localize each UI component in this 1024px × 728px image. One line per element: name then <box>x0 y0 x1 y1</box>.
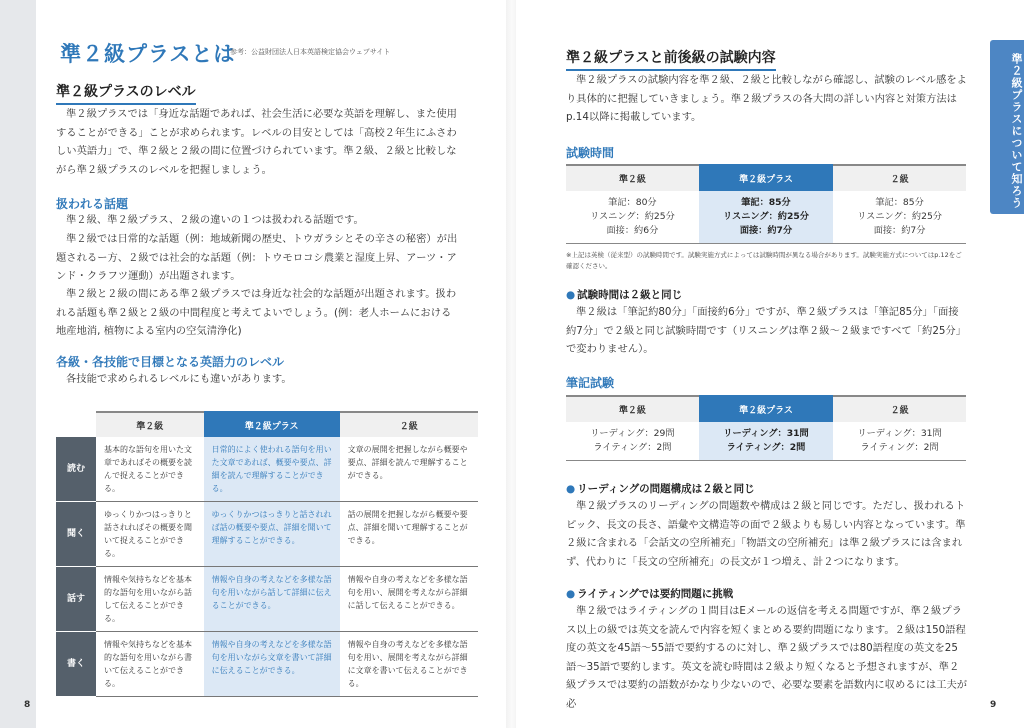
table-cell-highlight: 日常的によく使われる語句を用いた文章であれば、概要や要点、詳細を読んで理解することができる。 <box>204 437 340 502</box>
table-cell-highlight: 情報や自身の考えなどを多様な語句を用いながら文章を書いて詳細に伝えることができる。 <box>204 632 340 697</box>
table-cell: 情報や気持ちなどを基本的な語句を用いながら書いて伝えることができる。 <box>96 632 204 697</box>
cell-line: ライティング：2問 <box>593 442 672 453</box>
page-number-left: 8 <box>24 700 31 710</box>
table-cell: 基本的な語句を用いた文章であればその概要を読んで捉えることができる。 <box>96 437 204 502</box>
writing-bullet-heading: ● ライティングでは要約問題に挑戦 <box>566 586 733 601</box>
cell-line: 筆記：80分 <box>608 197 657 208</box>
column-header-highlight: 準２級プラス <box>204 412 340 437</box>
chapter-side-tab[interactable]: 準２級プラスについて知ろう <box>990 40 1024 214</box>
table-cell <box>566 422 699 461</box>
cell-line: 面接：約6分 <box>606 225 659 236</box>
cell-line: ライティング：2問 <box>860 442 939 453</box>
cell-line: リーディング：29問 <box>590 428 675 439</box>
row-header: 話す <box>56 567 96 632</box>
right-page <box>516 0 1024 728</box>
column-header: 準２級 <box>96 412 204 437</box>
cell-line: リスニング：約25分 <box>723 211 809 222</box>
cell-line: ライティング：2問 <box>726 442 806 453</box>
cell-line: リスニング：約25分 <box>589 211 675 222</box>
table-row <box>56 632 478 697</box>
left-page <box>0 0 508 728</box>
table-row <box>566 422 966 461</box>
reading-bullet-paragraph: 準２級プラスのリーディングの問題数や構成は２級と同じです。ただし、扱われるトピック、長文の長さ、語彙や文構造等の面で２級よりも易しい内容となっています。準２級に含まれる「会話文の空所補充」「物語文の空所補充」は準２級プラスには含まれず、代わりに「長文の空所補充」の長文が１つ増え、計２つになります。 <box>566 500 966 568</box>
column-header: ２級 <box>833 165 966 191</box>
section-heading-level: 準２級プラスのレベル <box>56 81 196 105</box>
cell-line: 筆記：85分 <box>875 197 924 208</box>
row-header: 読む <box>56 437 96 502</box>
time-footnote: ※上記は英検（従来型）の試験時間です。試験実施方式によっては試験時間が異なる場合があります。試験実施方式についてはp.12をご確認ください。 <box>566 251 962 270</box>
skills-heading: 各級・各技能で目標となる英語力のレベル <box>56 355 285 369</box>
writing-bullet-paragraph: 準２級ではライティングの１問目はEメールの返信を考える問題ですが、準２級プラス以上の級では英文を読んで内容を短くまとめる要約問題になります。２級は150語程度の英文を45語〜55語で要約するのに対し、準２級プラスでは80語程度の英文を25語〜35語で要約します。英文を読む時間は２級より短くなると予想されますが、準２級プラスでは要約の語数がかなり少ないので、必要な要素を語数内に収めるには工夫が必 <box>566 605 968 710</box>
table-corner <box>56 412 96 437</box>
table-row <box>56 567 478 632</box>
row-header: 聞く <box>56 502 96 567</box>
column-header-highlight: 準２級プラス <box>699 396 833 422</box>
table-row <box>56 502 478 567</box>
time-bullet-paragraph: 準２級は「筆記約80分」「面接約6分」ですが、準２級プラスは「筆記85分」「面接約7分」で２級と同じ試験時間です（リスニングは準２級〜２級まですべて「約25分」で変わりません）。 <box>566 306 967 355</box>
cell-line: リーディング：31問 <box>723 428 809 439</box>
table-cell <box>566 191 699 244</box>
skills-paragraph: 各技能で求められるレベルにも違いがあります。 <box>66 373 292 385</box>
table-cell: 情報や自身の考えなどを多様な語句を用い、展開を考えながら詳細に文章を書いて伝えることができる。 <box>340 632 478 697</box>
table-cell <box>833 191 966 244</box>
column-header: 準２級 <box>566 165 699 191</box>
column-header: ２級 <box>340 412 478 437</box>
cell-line: 面接：約7分 <box>739 225 793 236</box>
cell-line: リーディング：31問 <box>857 428 942 439</box>
table-row <box>566 191 966 244</box>
skill-level-table <box>56 411 478 697</box>
table-cell: 話の展開を把握しながら概要や要点、詳細を聞いて理解することができる。 <box>340 502 478 567</box>
topics-paragraph-1: 準２級、準２級プラス、２級の違いの１つは扱われる話題です。 <box>66 214 364 226</box>
page-number-right: 9 <box>990 700 997 710</box>
table-cell: 文章の展開を把握しながら概要や要点、詳細を読んで理解することができる。 <box>340 437 478 502</box>
time-heading: 試験時間 <box>566 146 615 160</box>
time-bullet-heading: ● 試験時間は２級と同じ <box>566 287 682 302</box>
topics-paragraph-2: 準２級では日常的な話題（例：地域新聞の歴史、トウガラシとその辛さの秘密）が出題されるー方、２級では社会的な話題（例：トウモロコシ農業と湿度上昇、アーツ・アンド・クラフツ運動）が出題されます。 <box>56 233 458 282</box>
level-paragraph: 準２級プラスでは「身近な話題であれば、社会生活に必要な英語を理解し、また使用することができる」ことが求められます。レベルの目安としては「高校２年生にふさわしい英語力」で、準２級と２級の間に位置づけられています。準２級、２級と比較しながら準２級プラスのレベルを把握しましょう。 <box>56 108 457 176</box>
time-table <box>566 164 966 244</box>
right-intro-paragraph: 準２級プラスの試験内容を準２級、２級と比較しながら確認し、試験のレベル感をより具体的に把握していきましょう。準２級プラスの各大問の詳しい内容と対策方法はp.14以降に掲載しています。 <box>566 74 967 123</box>
column-header-highlight: 準２級プラス <box>699 165 833 191</box>
topics-heading: 扱われる話題 <box>56 197 129 211</box>
table-cell-highlight <box>699 191 833 244</box>
table-cell: ゆっくりかつはっきりと話されればその概要を聞いて捉えることができる。 <box>96 502 204 567</box>
cell-line: リスニング：約25分 <box>857 211 942 222</box>
cell-line: 筆記：85分 <box>741 197 791 208</box>
right-section-heading: 準２級プラスと前後級の試験内容 <box>566 47 776 71</box>
cell-line: 面接：約7分 <box>873 225 926 236</box>
table-cell: 情報や自身の考えなどを多様な語句を用い、展開を考えながら詳細に話して伝えることができる。 <box>340 567 478 632</box>
topics-paragraph-3: 準２級と２級の間にある準２級プラスでは身近な社会的な話題が出題されます。扱われる話題も準２級と２級の中間程度と考えてよいでしょう。(例：老人ホームにおける地産地消, 植物による室内の空気清浄化) <box>56 288 457 337</box>
written-table <box>566 395 966 461</box>
column-header: 準２級 <box>566 396 699 422</box>
table-cell <box>833 422 966 461</box>
column-header: ２級 <box>833 396 966 422</box>
table-cell-highlight: 情報や自身の考えなどを多様な語句を用いながら話して詳細に伝えることができる。 <box>204 567 340 632</box>
reading-bullet-heading: ● リーディングの問題構成は２級と同じ <box>566 481 755 496</box>
row-header: 書く <box>56 632 96 697</box>
source-note: 参考：公益財団法人日本英語検定協会ウェブサイト <box>230 48 391 56</box>
written-heading: 筆記試験 <box>566 376 615 390</box>
table-cell-highlight <box>699 422 833 461</box>
table-row <box>56 437 478 502</box>
page-title: 準２級プラスとは <box>60 42 236 66</box>
table-cell: 情報や気持ちなどを基本的な語句を用いながら話して伝えることができる。 <box>96 567 204 632</box>
table-cell-highlight: ゆっくりかつはっきりと話されれば話の概要や要点、詳細を聞いて理解することができる。 <box>204 502 340 567</box>
